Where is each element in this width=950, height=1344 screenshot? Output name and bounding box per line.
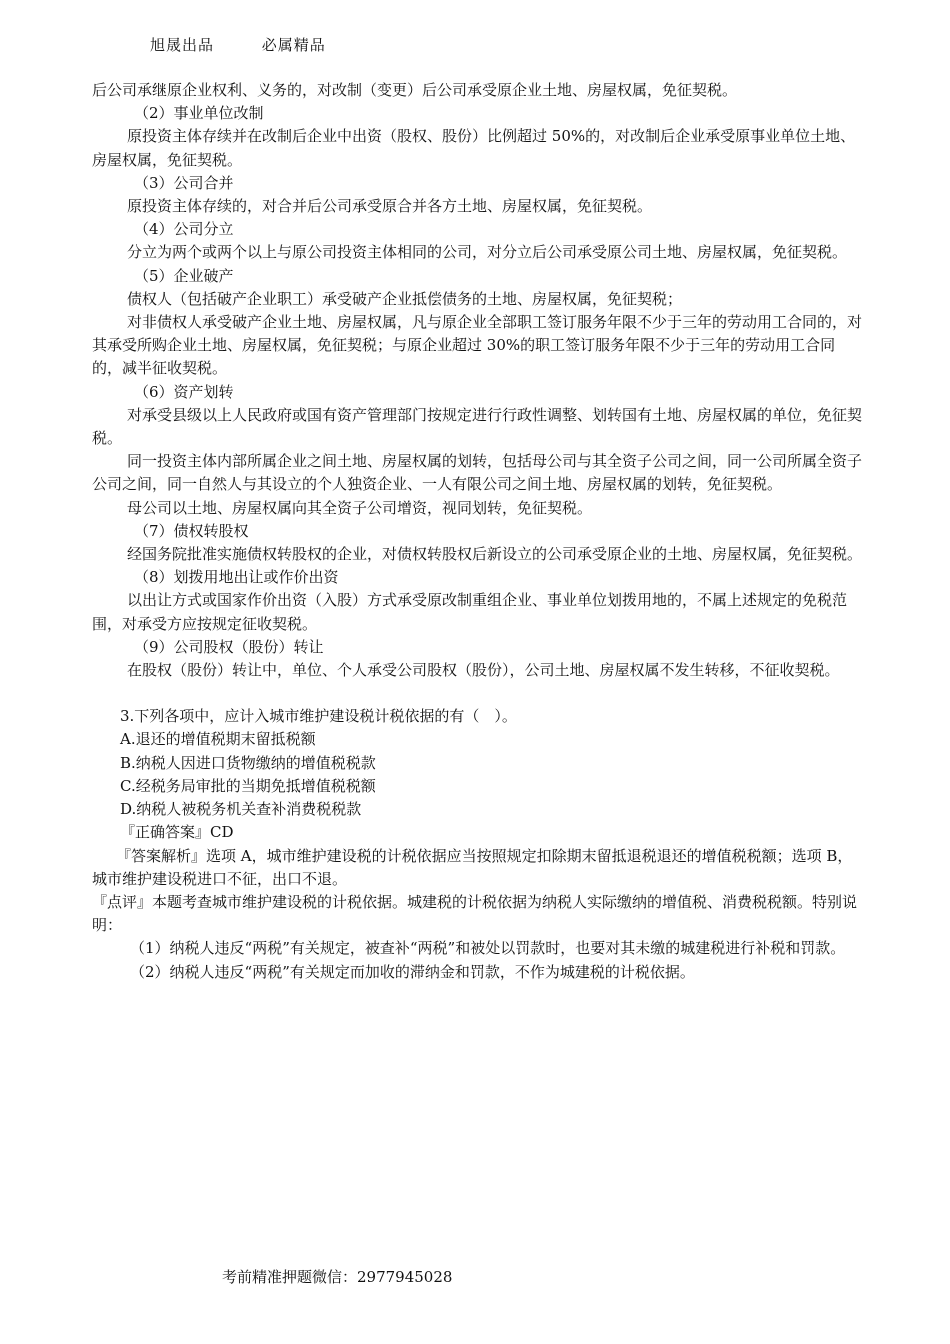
paragraph: 母公司以土地、房屋权属向其全资子公司增资，视同划转，免征契税。 bbox=[127, 498, 593, 517]
paragraph: 同一投资主体内部所属企业之间土地、房屋权属的划转，包括母公司与其全资子公司之间，同一公司所属全资子公司之间，同一自然人与其设立的个人独资企业、一人有限公司之间土地、房屋权属的划转，免征契税。 bbox=[92, 452, 863, 494]
paragraph: 以出让方式或国家作价出资（入股）方式承受原改制重组企业、事业单位划拨用地的，不属上述规定的免税范围，对承受方应按规定征收契税。 bbox=[92, 591, 848, 633]
paragraph: 分立为两个或两个以上与原公司投资主体相同的公司，对分立后公司承受原公司土地、房屋权属，免征契税。 bbox=[127, 243, 848, 262]
paragraph: 债权人（包括破产企业职工）承受破产企业抵偿债务的土地、房屋权属，免征契税； bbox=[127, 289, 683, 308]
section-heading: （7）债权转股权 bbox=[134, 521, 249, 540]
paragraph: 在股权（股份）转让中，单位、个人承受公司股权（股份），公司土地、房屋权属不发生转移，不征收契税。 bbox=[127, 661, 840, 680]
paragraph: 对承受县级以上人民政府或国有资产管理部门按规定进行行政性调整、划转国有土地、房屋权属的单位，免征契税。 bbox=[92, 405, 863, 448]
paragraph: 原投资主体存续的，对合并后公司承受原合并各方土地、房屋权属，免征契税。 bbox=[127, 197, 653, 216]
document-body bbox=[92, 79, 862, 984]
section-heading: （5）企业破产 bbox=[134, 266, 234, 285]
section-heading: （4）公司分立 bbox=[134, 220, 234, 239]
header-brand-right: 必属精品 bbox=[261, 36, 326, 54]
section-heading: （6）资产划转 bbox=[134, 382, 234, 401]
page-header bbox=[150, 34, 326, 55]
section-heading: （3）公司合并 bbox=[134, 173, 234, 192]
paragraph: 经国务院批准实施债权转股权的企业，对债权转股权后新设立的公司承受原企业的土地、房屋权属，免征契税。 bbox=[127, 545, 863, 564]
comment-note: （1）纳税人违反“两税”有关规定，被查补“两税”和被处以罚款时，也要对其未缴的城建税进行补税和罚款。 bbox=[130, 939, 846, 958]
section-heading: （9）公司股权（股份）转让 bbox=[134, 637, 324, 656]
question-option: D.纳税人被税务机关查补消费税税款 bbox=[120, 800, 362, 819]
comment-note: （2）纳税人违反“两税”有关规定而加收的滞纳金和罚款，不作为城建税的计税依据。 bbox=[130, 962, 695, 981]
question-stem: 3.下列各项中，应计入城市维护建设税计税依据的有（ ）。 bbox=[120, 707, 517, 726]
paragraph: 后公司承继原企业权利、义务的，对改制（变更）后公司承受原企业土地、房屋权属，免征契税。 bbox=[92, 81, 738, 99]
correct-answer: 『正确答案』CD bbox=[120, 823, 234, 842]
question-option: A.退还的增值税期末留抵税额 bbox=[120, 730, 316, 749]
paragraph: 原投资主体存续并在改制后企业中出资（股权、股份）比例超过 50%的，对改制后企业承受原事业单位土地、房屋权属，免征契税。 bbox=[92, 127, 856, 169]
paragraph: 对非债权人承受破产企业土地、房屋权属，凡与原企业全部职工签订服务年限不少于三年的劳动用工合同的，对其承受所购企业土地、房屋权属，免征契税；与原企业超过 30%的职工签订服务年限不少于三年的劳动用工合同的，减半征收契税。 bbox=[92, 313, 863, 378]
section-heading: （8）划拨用地出让或作价出资 bbox=[134, 568, 339, 587]
header-brand-left: 旭晟出品 bbox=[150, 36, 215, 54]
question-option: B.纳税人因进口货物缴纳的增值税税款 bbox=[120, 753, 376, 772]
answer-explanation: 『答案解析』选项 A，城市维护建设税的计税依据应当按照规定扣除期末留抵退税退还的增值税税额；选项 B，城市维护建设税进口不征，出口不退。 bbox=[92, 846, 853, 888]
question-option: C.经税务局审批的当期免抵增值税税额 bbox=[120, 776, 376, 795]
section-heading: （2）事业单位改制 bbox=[134, 104, 264, 123]
page-footer: 考前精准押题微信：2977945028 bbox=[222, 1268, 453, 1286]
answer-comment: 『点评』本题考查城市维护建设税的计税依据。城建税的计税依据为纳税人实际缴纳的增值税、消费税税额。特别说明： bbox=[92, 892, 858, 935]
